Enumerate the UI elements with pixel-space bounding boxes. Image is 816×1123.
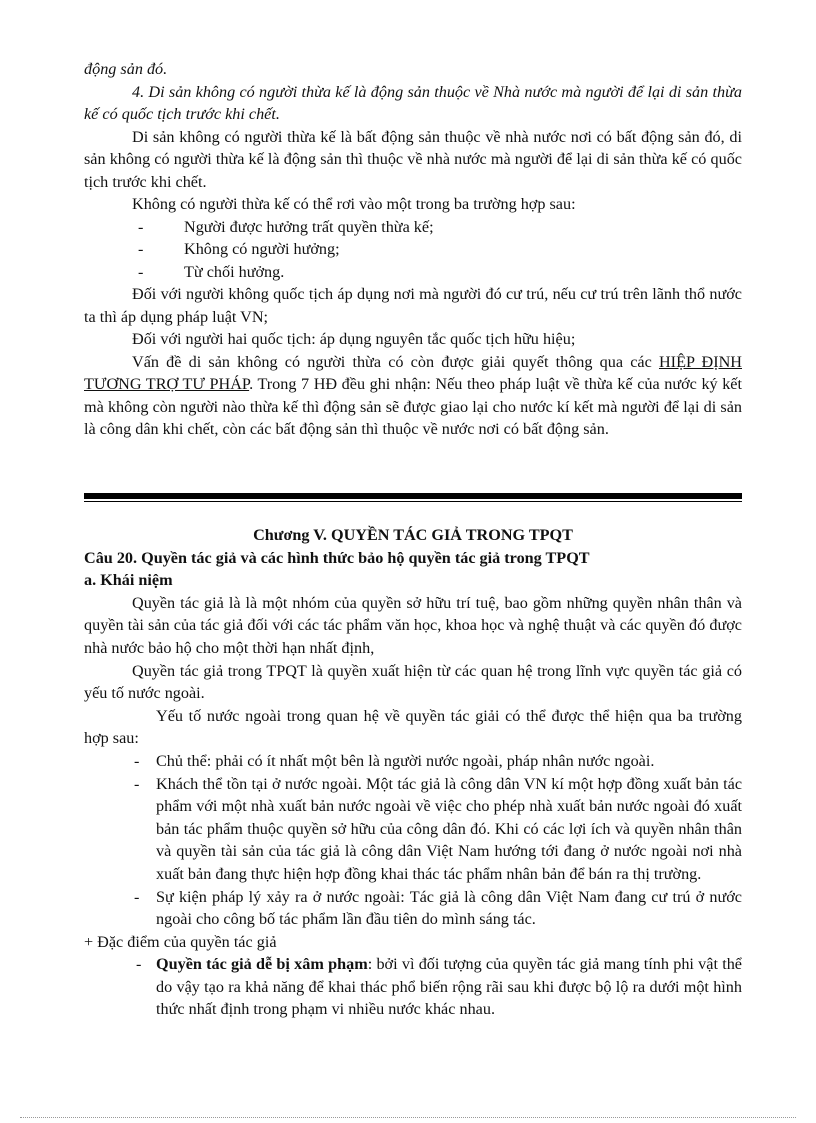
list-item-text: Khách thể tồn tại ở nước ngoài. Một tác giả là công dân VN kí một hợp đồng xuất bản tác phẩm với một nhà xuất bản nước ngoài về việc cho phép nhà xuất bản nước ngoài đó xuất bản tác phẩm thuộc quyền sở hữu của công dân đó. Khi có các lợi ích và quyền nhân thân và quyền tài sản của tác giả là công dân Việt Nam hướng tới đang ở nước ngoài nơi nhà xuất bản đang thực hiện hợp đồng khai thác tác phẩm nhân bản để bán ra thị trường. [156, 774, 742, 883]
treaty-text-end: . Trong 7 HĐ đều ghi nhận: Nếu theo pháp luật về thừa kế của nước ký kết mà không còn người nào thừa kế thì động sản sẽ được giao lại cho nước kí kết mà người để lại di sản là công dân khi chết, còn các bất động sản thì thuộc về nước nơi có bất động sản. [84, 375, 742, 438]
paragraph-dual-nationality: Đối với người hai quốc tịch: áp dụng nguyên tắc quốc tịch hữu hiệu; [132, 330, 576, 348]
list-item-text: Sự kiện pháp lý xảy ra ở nước ngoài: Tác giả là công dân Việt Nam đang cư trú ở nước ngoài cho công bố tác phẩm lần đầu tiên do mình sáng tác. [156, 887, 742, 929]
subheading-concept: a. Khái niệm [84, 571, 173, 590]
treaty-name-underlined: HIỆP ĐỊNH TƯƠNG TRỢ TƯ PHÁP [84, 352, 742, 393]
question-title: Câu 20. Quyền tác giả và các hình thức bảo hộ quyền tác giả trong TPQT [84, 548, 590, 567]
treaty-text-start: Vấn đề di sản không có người thừa có còn được giải quyết thông qua các [132, 352, 659, 371]
section-inheritance [84, 58, 742, 441]
bullet-dash: - [134, 774, 140, 793]
section-copyright [84, 524, 742, 1021]
section-divider-thick [84, 493, 742, 499]
list-item-text: Từ chối hưởng. [184, 262, 285, 281]
feature-bold-term: Quyền tác giả dễ bị xâm phạm [156, 955, 368, 974]
feature-text: : bởi vì đối tượng của quyền tác giả mang tính phi vật thể do vậy tạo ra khả năng để khai thác phổ biến rộng rãi sau khi được bộ lộ ra dưới một hình thức nhất định trong phạm vi nhiều nước khác nhau. [156, 955, 742, 1019]
paragraph-fragment: động sản đó. [84, 60, 168, 78]
paragraph-tpqt-copyright: Quyền tác giả trong TPQT là quyền xuất hiện từ các quan hệ trong lĩnh vực quyền tác giả có yếu tố nước ngoài. [84, 661, 742, 703]
list-item [84, 773, 742, 886]
bullet-dash: - [138, 217, 144, 236]
paragraph-unheired-estate: Di sản không có người thừa kế là bất động sản thuộc về nhà nước nơi có bất động sản đó, di sản không có người thừa kế là động sản thì thuộc về nhà nước mà người để lại di sản thừa kế có quốc tịch trước khi chết. [84, 127, 742, 191]
paragraph-point-4: 4. Di sản không có người thừa kế là động sản thuộc về Nhà nước mà người để lại di sản thừa kế có quốc tịch trước khi chết. [84, 82, 742, 123]
paragraph-definition: Quyền tác giả là là một nhóm của quyền sở hữu trí tuệ, bao gồm những quyền nhân thân và quyền tài sản của tác giả đối với các tác phẩm văn học, khoa học và nghệ thuật và các quyền đó được nhà nước bảo hộ cho một thời hạn nhất định, [84, 593, 742, 657]
list-item-text: Chủ thể: phải có ít nhất một bên là người nước ngoài, pháp nhân nước ngoài. [156, 751, 655, 770]
bullet-dash: - [138, 240, 144, 258]
feature-item [84, 953, 742, 1021]
paragraph-foreign-element: Yếu tố nước ngoài trong quan hệ về quyền tác giải có thể được thể hiện qua ba trường hợp sau: [84, 706, 742, 748]
feature-heading: + Đặc điểm của quyền tác giả [84, 932, 277, 951]
paragraph-stateless: Đối với người không quốc tịch áp dụng nơi mà người đó cư trú, nếu cư trú trên lãnh thổ nước ta thì áp dụng pháp luật VN; [84, 285, 742, 326]
bullet-dash: - [134, 751, 140, 770]
page-bottom-border [20, 1117, 796, 1118]
list-item-text: Không có người hưởng; [184, 240, 340, 258]
section-divider-thin [84, 501, 742, 502]
list-item [84, 261, 742, 284]
list-item [84, 238, 742, 261]
paragraph-three-cases: Không có người thừa kế có thể rơi vào một trong ba trường hợp sau: [132, 195, 576, 213]
list-item [84, 216, 742, 239]
list-item-text: Người được hưởng trất quyền thừa kế; [184, 217, 434, 236]
bullet-dash: - [134, 887, 140, 906]
list-item [84, 886, 742, 931]
chapter-title: Chương V. QUYỀN TÁC GIẢ TRONG TPQT [253, 526, 573, 544]
bullet-dash: - [138, 262, 144, 281]
bullet-dash: - [136, 955, 142, 974]
paragraph-treaties [84, 351, 742, 441]
list-item [84, 750, 742, 773]
